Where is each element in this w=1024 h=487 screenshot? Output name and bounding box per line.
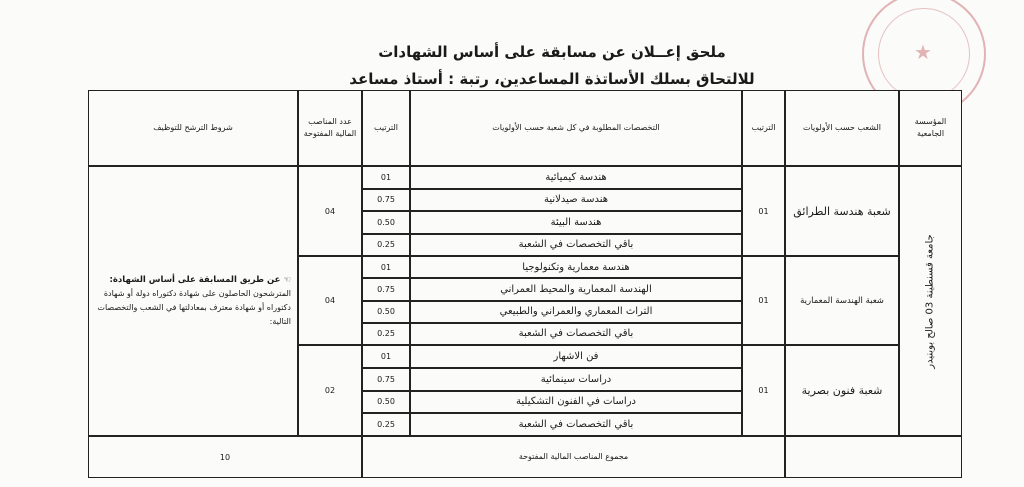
- specialty-rank-text: 01: [380, 351, 392, 361]
- specialty-rank: [362, 345, 410, 368]
- specialty-rank: [362, 413, 410, 436]
- header-specialties-text: التخصصات المطلوبة في كل شعبة حسب الأولويات: [492, 123, 660, 132]
- specialty-rank: [362, 189, 410, 212]
- institution-cell: [899, 166, 962, 436]
- specialty-rank: [362, 323, 410, 345]
- specialty-name-text: دراسات سينمائية: [540, 373, 612, 385]
- specialty-rank: [362, 256, 410, 278]
- specialty-name-text: الهندسة المعمارية والمحيط العمراني: [500, 283, 652, 295]
- specialty-rank: [362, 391, 410, 414]
- header-positions: [298, 90, 362, 166]
- specialty-name-text: هندسة صيدلانية: [543, 194, 609, 206]
- specialty-name-text: باقي التخصصات في الشعبة: [518, 328, 634, 340]
- header-specialties: [410, 90, 742, 166]
- specialty-rank: [362, 278, 410, 300]
- specialty-rank-text: 0.50: [377, 217, 395, 227]
- branch-rank: [742, 256, 785, 345]
- total-value: [88, 436, 362, 478]
- specialty-name-text: هندسة معمارية وتكنولوجيا: [522, 261, 630, 273]
- branch-positions: [298, 256, 362, 345]
- header-institution-text: المؤسسة الجامعية: [914, 117, 947, 138]
- specialty-rank: [362, 234, 410, 257]
- header-rank-text: الترتيب: [751, 123, 776, 132]
- header-institution: [899, 90, 962, 166]
- specialty-rank-text: 01: [380, 172, 392, 182]
- branch-name-text: شعبة فنون بصرية: [801, 384, 883, 397]
- header-spec-rank-text: الترتيب: [374, 123, 398, 132]
- specialty-name-text: هندسة البيئة: [550, 216, 602, 228]
- branch-rank-text: 01: [758, 386, 769, 395]
- specialty-rank-text: 0.25: [377, 420, 395, 430]
- specialty-rank-text: 0.50: [377, 397, 395, 407]
- specialty-name: [410, 211, 742, 234]
- specialty-rank-text: 0.25: [377, 240, 395, 250]
- header-spec-rank: [362, 90, 410, 166]
- specialty-name: [410, 323, 742, 345]
- specialty-name-text: فن الاشهار: [553, 350, 599, 362]
- announcement-title: ملحق إعــلان عن مسابقة على أساس الشهادات: [378, 43, 726, 61]
- specialty-name: [410, 278, 742, 300]
- pointing-hand-icon: ☜: [283, 275, 291, 285]
- specialty-name: [410, 189, 742, 212]
- specialty-name-text: التراث المعماري والعمراني والطبيعي: [499, 306, 653, 318]
- specialty-rank-text: 0.75: [377, 374, 395, 384]
- specialty-name: [410, 391, 742, 414]
- specialty-rank: [362, 166, 410, 189]
- announcement-subtitle: للالتحاق بسلك الأساتذة المساعدين، رتبة : أستاذ مساعد: [349, 70, 755, 88]
- header-conditions: [88, 90, 298, 166]
- specialty-name: [410, 256, 742, 278]
- total-label-text: مجموع المناصب المالية المفتوحة: [518, 452, 629, 461]
- header-rank: [742, 90, 785, 166]
- total-value-text: 10: [219, 452, 231, 462]
- branch-positions-text: 04: [324, 296, 336, 305]
- branch-rank-text: 01: [758, 206, 769, 216]
- conditions-cell: [88, 166, 298, 436]
- branch-name-text: شعبة الهندسة المعمارية: [800, 295, 884, 306]
- conditions-body: المترشحون الحاصلون على شهادة دكتوراه دولة أو شهادة دكتوراه أو شهادة معترف بمعادلتها في الشعب والتخصصات التالية:: [97, 289, 291, 326]
- specialty-rank-text: 01: [380, 262, 392, 272]
- specialty-rank-text: 0.50: [377, 307, 395, 317]
- specialty-rank-text: 0.75: [377, 284, 395, 294]
- header-conditions-text: شروط الترشح للتوظيف: [153, 123, 233, 132]
- specialty-name: [410, 234, 742, 257]
- branch-positions-text: 04: [324, 206, 336, 216]
- specialty-rank-text: 0.75: [377, 195, 395, 205]
- specialty-name-text: هندسة كيميائية: [545, 171, 607, 183]
- branch-rank: [742, 345, 785, 436]
- total-blank: [785, 436, 962, 478]
- specialty-rank-text: 0.25: [377, 329, 395, 339]
- institution-name: جامعة قسنطينة 03 صالح بوبنيدر: [925, 233, 936, 369]
- header-branches: [785, 90, 899, 166]
- specialty-name-text: دراسات في الفنون التشكيلية: [516, 396, 636, 408]
- branch-positions-text: 02: [324, 386, 336, 395]
- specialty-rank: [362, 211, 410, 234]
- branch-name-text: شعبة هندسة الطرائق: [793, 204, 891, 218]
- specialty-name: [410, 345, 742, 368]
- specialty-name: [410, 413, 742, 436]
- stamp-star-icon: ★: [914, 40, 932, 64]
- specialty-name-text: باقي التخصصات في الشعبة: [518, 419, 634, 431]
- header-positions-text: عدد المناصب المالية المفتوحة: [303, 117, 357, 138]
- specialty-name: [410, 368, 742, 391]
- specialty-rank: [362, 368, 410, 391]
- specialty-name: [410, 166, 742, 189]
- branch-name: [785, 256, 899, 345]
- conditions-text: [95, 273, 291, 329]
- conditions-heading: [95, 273, 291, 287]
- specialty-rank: [362, 301, 410, 323]
- branch-name: [785, 166, 899, 256]
- branch-rank-text: 01: [758, 296, 769, 305]
- specialty-name-text: باقي التخصصات في الشعبة: [518, 239, 634, 251]
- header-branches-text: الشعب حسب الأولويات: [803, 123, 881, 132]
- specialty-name: [410, 301, 742, 323]
- total-label: [362, 436, 785, 478]
- branch-name: [785, 345, 899, 436]
- branch-rank: [742, 166, 785, 256]
- branch-positions: [298, 345, 362, 436]
- conditions-heading-text: عن طريق المسابقة على أساس الشهادة:: [109, 275, 281, 285]
- branch-positions: [298, 166, 362, 256]
